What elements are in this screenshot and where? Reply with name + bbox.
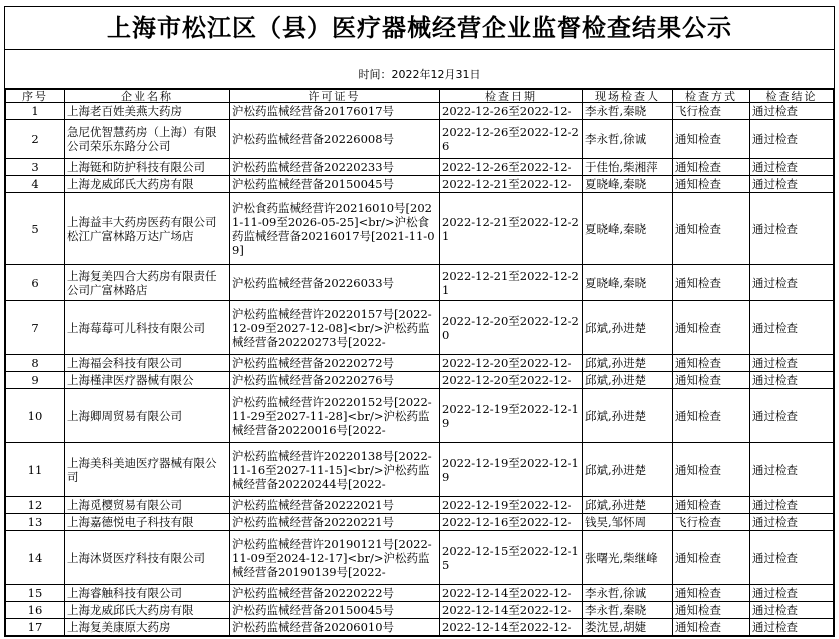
spreadsheet-sheet xyxy=(4,6,835,637)
cell-company xyxy=(65,159,230,176)
cell-inspector-text: 邱斌,孙进楚 xyxy=(585,373,647,387)
cell-company-text: 上海福会科技有限公司 xyxy=(67,356,182,370)
table-row xyxy=(6,301,834,355)
cell-method-text: 通知检查 xyxy=(675,320,721,335)
cell-date xyxy=(440,514,583,531)
cell-inspector-text: 邱斌,孙进楚 xyxy=(585,498,647,512)
cell-no-text: 15 xyxy=(27,586,43,600)
cell-method xyxy=(673,514,750,531)
cell-inspector xyxy=(583,265,673,301)
cell-result xyxy=(750,176,834,193)
cell-date-text: 2022-12-14至2022-12- xyxy=(442,603,572,617)
cell-company xyxy=(65,514,230,531)
cell-inspector-text: 李永哲,徐诚 xyxy=(585,132,647,146)
cell-method-text: 通知检查 xyxy=(675,603,721,617)
cell-inspector-text: 邱斌,孙进楚 xyxy=(585,462,647,477)
header-cell-method: 检查方式 xyxy=(673,90,750,103)
cell-method-text: 通知检查 xyxy=(675,550,721,565)
cell-license-text: 沪松药监械经营备20206010号 xyxy=(232,620,395,634)
cell-date xyxy=(440,193,583,265)
cell-no-text: 2 xyxy=(31,132,39,146)
cell-method-text: 飞行检查 xyxy=(675,515,721,529)
cell-result xyxy=(750,602,834,619)
cell-date xyxy=(440,497,583,514)
cell-inspector xyxy=(583,497,673,514)
cell-inspector-text: 李永哲,徐诚 xyxy=(585,586,647,600)
cell-result xyxy=(750,389,834,443)
cell-method xyxy=(673,103,750,120)
cell-inspector-text: 邱斌,孙进楚 xyxy=(585,356,647,370)
cell-date-text: 2022-12-26至2022-12- xyxy=(442,160,572,174)
cell-license xyxy=(230,120,440,159)
cell-result xyxy=(750,103,834,120)
cell-company-text: 上海复美四合大药房有限责任公司广富林路店 xyxy=(67,268,217,297)
cell-no-text: 8 xyxy=(31,356,39,370)
table-row xyxy=(6,619,834,636)
cell-result-text: 通过检查 xyxy=(752,586,798,600)
cell-company-text: 上海槿津医疗器械有限公 xyxy=(67,373,194,387)
cell-license xyxy=(230,301,440,355)
cell-inspector xyxy=(583,120,673,159)
cell-method-text: 通知检查 xyxy=(675,586,721,600)
cell-inspector-text: 张曙光,柴继峰 xyxy=(585,550,658,565)
cell-method-text: 通知检查 xyxy=(675,177,721,191)
cell-company-text: 上海龙威邱氏大药房有限 xyxy=(67,177,194,191)
cell-company xyxy=(65,103,230,120)
cell-date xyxy=(440,389,583,443)
cell-company-text: 上海美科美迪医疗器械有限公司 xyxy=(67,455,217,484)
cell-result xyxy=(750,585,834,602)
cell-date-text: 2022-12-19至2022-12- xyxy=(442,498,572,512)
cell-company xyxy=(65,265,230,301)
cell-inspector-text: 娄沈昱,胡婕 xyxy=(585,620,647,634)
cell-company xyxy=(65,120,230,159)
cell-license xyxy=(230,193,440,265)
cell-inspector xyxy=(583,389,673,443)
cell-inspector xyxy=(583,514,673,531)
cell-no xyxy=(6,514,65,531)
cell-company-text: 上海卿周贸易有限公司 xyxy=(67,408,182,423)
cell-no-text: 14 xyxy=(27,550,43,565)
cell-license xyxy=(230,443,440,497)
cell-result xyxy=(750,159,834,176)
table-row xyxy=(6,389,834,443)
cell-company xyxy=(65,176,230,193)
table-row xyxy=(6,602,834,619)
cell-result xyxy=(750,301,834,355)
cell-result xyxy=(750,265,834,301)
cell-result xyxy=(750,120,834,159)
cell-method-text: 通知检查 xyxy=(675,498,721,512)
cell-inspector xyxy=(583,531,673,585)
cell-result-text: 通过检查 xyxy=(752,221,798,236)
cell-inspector xyxy=(583,103,673,120)
cell-method xyxy=(673,265,750,301)
cell-company xyxy=(65,531,230,585)
cell-license xyxy=(230,619,440,636)
cell-no-text: 7 xyxy=(31,320,39,335)
cell-no-text: 13 xyxy=(27,515,43,529)
cell-result xyxy=(750,497,834,514)
cell-license-text: 沪松药监械经营备20220272号 xyxy=(232,356,395,370)
cell-date xyxy=(440,372,583,389)
cell-license-text: 沪松药监械经营许20220138号[2022-11-16至2027-11-15]<br/>沪松药监械经营备20220244号[2022- xyxy=(232,448,432,491)
cell-company-text: 上海觅樱贸易有限公司 xyxy=(67,498,182,512)
cell-date xyxy=(440,159,583,176)
cell-inspector xyxy=(583,159,673,176)
cell-method xyxy=(673,193,750,265)
cell-company-text: 上海铤和防护科技有限公司 xyxy=(67,160,205,174)
table-row xyxy=(6,497,834,514)
header-cell-inspector: 现场检查人 xyxy=(583,90,673,103)
cell-result xyxy=(750,443,834,497)
table-header-row xyxy=(6,90,834,103)
cell-no xyxy=(6,585,65,602)
cell-company-text: 上海益丰大药房医药有限公司松江广富林路万达广场店 xyxy=(67,214,217,243)
cell-no-text: 9 xyxy=(31,373,39,387)
cell-license-text: 沪松药监械经营许20190121号[2022-11-09至2024-12-17]<br/>沪松药监械经营备20190139号[2022- xyxy=(232,536,432,579)
cell-method-text: 通知检查 xyxy=(675,462,721,477)
date-line: 时间：2022年12月31日 xyxy=(5,62,834,89)
cell-no xyxy=(6,355,65,372)
cell-inspector-text: 于佳怡,柴湘萍 xyxy=(585,160,658,174)
table-row xyxy=(6,355,834,372)
cell-company-text: 急尼优智慧药房（上海）有限公司荣乐东路分公司 xyxy=(67,125,217,153)
cell-company xyxy=(65,355,230,372)
cell-date-text: 2022-12-14至2022-12- xyxy=(442,620,572,634)
cell-method-text: 通知检查 xyxy=(675,620,721,634)
cell-date-text: 2022-12-14至2022-12- xyxy=(442,586,572,600)
cell-method xyxy=(673,176,750,193)
cell-method-text: 通知检查 xyxy=(675,408,721,423)
cell-method-text: 通知检查 xyxy=(675,356,721,370)
cell-company-text: 上海睿触科技有限公司 xyxy=(67,586,182,600)
cell-method xyxy=(673,531,750,585)
cell-no xyxy=(6,159,65,176)
cell-no xyxy=(6,265,65,301)
table-row xyxy=(6,585,834,602)
table-row xyxy=(6,514,834,531)
cell-inspector xyxy=(583,443,673,497)
cell-result xyxy=(750,514,834,531)
cell-method xyxy=(673,159,750,176)
cell-no-text: 6 xyxy=(31,275,39,290)
cell-no xyxy=(6,389,65,443)
cell-inspector-text: 钱昊,邹怀周 xyxy=(585,515,647,529)
blank-row xyxy=(5,50,834,62)
cell-result-text: 通过检查 xyxy=(752,177,798,191)
table-row xyxy=(6,531,834,585)
cell-date xyxy=(440,301,583,355)
cell-result xyxy=(750,193,834,265)
cell-no-text: 5 xyxy=(31,221,39,236)
cell-inspector-text: 夏晓峰,秦晓 xyxy=(585,177,647,191)
cell-result-text: 通过检查 xyxy=(752,462,798,477)
cell-date-text: 2022-12-26至2022-12- xyxy=(442,104,572,118)
cell-license xyxy=(230,585,440,602)
cell-no xyxy=(6,193,65,265)
cell-date-text: 2022-12-26至2022-12-26 xyxy=(442,125,579,153)
cell-inspector xyxy=(583,193,673,265)
cell-license xyxy=(230,355,440,372)
cell-result-text: 通过检查 xyxy=(752,408,798,423)
cell-no-text: 4 xyxy=(31,177,39,191)
cell-date-text: 2022-12-20至2022-12-20 xyxy=(442,313,579,342)
cell-license xyxy=(230,531,440,585)
cell-no xyxy=(6,619,65,636)
cell-date xyxy=(440,120,583,159)
cell-company xyxy=(65,497,230,514)
cell-no xyxy=(6,103,65,120)
cell-result-text: 通过检查 xyxy=(752,356,798,370)
cell-method xyxy=(673,355,750,372)
cell-inspector-text: 李永哲,秦晓 xyxy=(585,603,647,617)
cell-result xyxy=(750,372,834,389)
table-row xyxy=(6,443,834,497)
cell-company xyxy=(65,443,230,497)
cell-method xyxy=(673,372,750,389)
cell-date-text: 2022-12-20至2022-12- xyxy=(442,356,572,370)
cell-no xyxy=(6,531,65,585)
cell-result-text: 通过检查 xyxy=(752,498,798,512)
cell-result xyxy=(750,531,834,585)
cell-inspector xyxy=(583,355,673,372)
cell-no-text: 11 xyxy=(27,462,43,477)
cell-method xyxy=(673,120,750,159)
table-row xyxy=(6,176,834,193)
cell-license-text: 沪松药监械经营许20220152号[2022-11-29至2027-11-28]<br/>沪松药监械经营备20220016号[2022- xyxy=(232,394,432,437)
cell-no xyxy=(6,443,65,497)
cell-date xyxy=(440,585,583,602)
cell-no-text: 16 xyxy=(27,603,43,617)
header-cell-company: 企业名称 xyxy=(65,90,230,103)
cell-license-text: 沪松药监械经营备20220276号 xyxy=(232,373,395,387)
cell-license-text: 沪松药监械经营备20220222号 xyxy=(232,586,395,600)
cell-method xyxy=(673,389,750,443)
cell-company-text: 上海沐贤医疗科技有限公司 xyxy=(67,550,205,565)
cell-license-text: 沪松药监械经营备20226033号 xyxy=(232,275,395,290)
cell-inspector-text: 夏晓峰,秦晓 xyxy=(585,275,647,290)
table-row xyxy=(6,372,834,389)
cell-license-text: 沪松药监械经营备20176017号 xyxy=(232,104,395,118)
cell-license-text: 沪松食药监械经营许20216010号[2021-11-09至2026-05-25]<br/>沪松食药监械经营备20216017号[2021-11-09] xyxy=(232,200,435,257)
cell-result-text: 通过检查 xyxy=(752,620,798,634)
cell-result-text: 通过检查 xyxy=(752,373,798,387)
table-row xyxy=(6,103,834,120)
cell-result-text: 通过检查 xyxy=(752,104,798,118)
cell-method xyxy=(673,497,750,514)
cell-method-text: 通知检查 xyxy=(675,132,721,146)
cell-inspector xyxy=(583,176,673,193)
cell-license-text: 沪松药监械经营备20220221号 xyxy=(232,515,395,529)
cell-company-text: 上海老百姓美燕大药房 xyxy=(67,104,182,118)
header-cell-result: 检查结论 xyxy=(750,90,834,103)
cell-method-text: 通知检查 xyxy=(675,221,721,236)
cell-result-text: 通过检查 xyxy=(752,603,798,617)
cell-license xyxy=(230,159,440,176)
cell-license-text: 沪松药监械经营备20222021号 xyxy=(232,498,395,512)
cell-license xyxy=(230,103,440,120)
cell-license xyxy=(230,176,440,193)
cell-license xyxy=(230,372,440,389)
cell-license xyxy=(230,389,440,443)
cell-inspector-text: 李永哲,秦晓 xyxy=(585,104,647,118)
cell-company xyxy=(65,602,230,619)
cell-no-text: 1 xyxy=(31,104,39,118)
cell-result-text: 通过检查 xyxy=(752,275,798,290)
cell-date xyxy=(440,443,583,497)
cell-date-text: 2022-12-21至2022-12- xyxy=(442,177,572,191)
cell-method xyxy=(673,443,750,497)
cell-company xyxy=(65,389,230,443)
cell-license-text: 沪松药监械经营许20220157号[2022-12-09至2027-12-08]<br/>沪松药监械经营备20220273号[2022- xyxy=(232,306,432,349)
cell-company xyxy=(65,619,230,636)
cell-license xyxy=(230,514,440,531)
cell-result-text: 通过检查 xyxy=(752,550,798,565)
cell-inspector xyxy=(583,602,673,619)
cell-method xyxy=(673,602,750,619)
cell-company-text: 上海莓莓可儿科技有限公司 xyxy=(67,320,205,335)
cell-date-text: 2022-12-19至2022-12-19 xyxy=(442,455,579,484)
cell-company xyxy=(65,301,230,355)
cell-date xyxy=(440,531,583,585)
cell-date xyxy=(440,602,583,619)
cell-license-text: 沪松药监械经营备20150045号 xyxy=(232,177,395,191)
cell-company-text: 上海嘉德悦电子科技有限 xyxy=(67,515,194,529)
cell-license-text: 沪松药监械经营备20150045号 xyxy=(232,603,395,617)
header-cell-date: 检查日期 xyxy=(440,90,583,103)
cell-inspector xyxy=(583,585,673,602)
cell-no-text: 3 xyxy=(31,160,39,174)
cell-inspector-text: 夏晓峰,秦晓 xyxy=(585,221,647,236)
table-row xyxy=(6,193,834,265)
cell-result-text: 通过检查 xyxy=(752,160,798,174)
cell-no-text: 12 xyxy=(27,498,43,512)
table-row xyxy=(6,120,834,159)
cell-no xyxy=(6,372,65,389)
cell-license-text: 沪松药监械经营备20220233号 xyxy=(232,160,395,174)
cell-date-text: 2022-12-16至2022-12- xyxy=(442,515,572,529)
cell-company xyxy=(65,193,230,265)
cell-result-text: 通过检查 xyxy=(752,132,798,146)
cell-date xyxy=(440,103,583,120)
table-row xyxy=(6,159,834,176)
cell-inspector-text: 邱斌,孙进楚 xyxy=(585,320,647,335)
cell-date-text: 2022-12-19至2022-12-19 xyxy=(442,401,579,430)
cell-inspector xyxy=(583,372,673,389)
cell-date-text: 2022-12-21至2022-12-21 xyxy=(442,214,579,243)
cell-license-text: 沪松药监械经营备20226008号 xyxy=(232,132,395,146)
cell-method-text: 通知检查 xyxy=(675,160,721,174)
table-row xyxy=(6,265,834,301)
cell-license xyxy=(230,497,440,514)
cell-no xyxy=(6,176,65,193)
cell-no xyxy=(6,120,65,159)
cell-date-text: 2022-12-20至2022-12- xyxy=(442,373,572,387)
cell-result-text: 通过检查 xyxy=(752,320,798,335)
cell-method-text: 通知检查 xyxy=(675,275,721,290)
cell-no-text: 17 xyxy=(27,620,43,634)
cell-method-text: 飞行检查 xyxy=(675,104,721,118)
cell-method xyxy=(673,301,750,355)
cell-method-text: 通知检查 xyxy=(675,373,721,387)
cell-inspector xyxy=(583,301,673,355)
inspection-table xyxy=(5,89,834,636)
cell-inspector-text: 邱斌,孙进楚 xyxy=(585,408,647,423)
cell-company-text: 上海复美康原大药房 xyxy=(67,620,171,634)
cell-no xyxy=(6,602,65,619)
cell-date-text: 2022-12-21至2022-12-21 xyxy=(442,268,579,297)
table-body xyxy=(6,103,834,636)
cell-no-text: 10 xyxy=(27,408,43,423)
cell-method xyxy=(673,585,750,602)
cell-result-text: 通过检查 xyxy=(752,515,798,529)
cell-result xyxy=(750,619,834,636)
cell-method xyxy=(673,619,750,636)
cell-license xyxy=(230,602,440,619)
cell-date xyxy=(440,176,583,193)
header-cell-no: 序号 xyxy=(6,90,65,103)
cell-company-text: 上海龙威邱氏大药房有限 xyxy=(67,603,194,617)
cell-no xyxy=(6,301,65,355)
cell-inspector xyxy=(583,619,673,636)
cell-license xyxy=(230,265,440,301)
cell-date xyxy=(440,355,583,372)
page-title: 上海市松江区（县）医疗器械经营企业监督检查结果公示 xyxy=(5,7,834,50)
cell-date-text: 2022-12-15至2022-12-15 xyxy=(442,543,579,572)
cell-company xyxy=(65,372,230,389)
cell-date xyxy=(440,265,583,301)
cell-company xyxy=(65,585,230,602)
header-cell-license: 许可证号 xyxy=(230,90,440,103)
cell-no xyxy=(6,497,65,514)
cell-result xyxy=(750,355,834,372)
cell-date xyxy=(440,619,583,636)
